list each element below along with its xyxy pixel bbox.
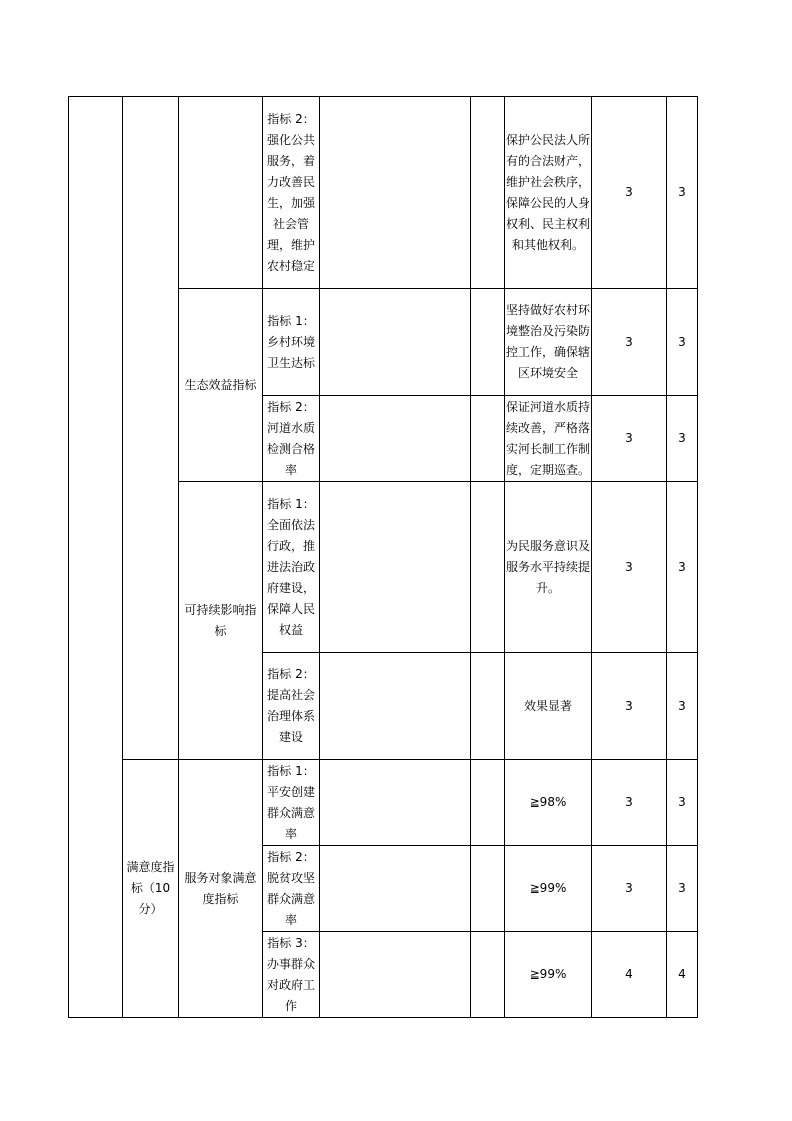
- standard-cell: 坚持做好农村环境整治及污染防控工作，确保辖区环境安全: [505, 289, 592, 396]
- value-cell: [320, 289, 471, 396]
- category-service-satisfaction: 服务对象满意度指标: [179, 760, 263, 1018]
- standard-cell: 效果显著: [505, 653, 592, 760]
- blank-cell: [471, 760, 505, 846]
- indicator-cell: 指标 1：平安创建群众满意率: [263, 760, 320, 846]
- result-cell: 3: [667, 289, 698, 396]
- blank-cell: [471, 396, 505, 482]
- indicator-cell: 指标 2：脱贫攻坚群众满意率: [263, 846, 320, 932]
- score-cell: 3: [592, 396, 667, 482]
- level1b-cell-empty: [123, 97, 179, 760]
- indicator-cell: 指标 1：乡村环境卫生达标: [263, 289, 320, 396]
- score-cell: 3: [592, 846, 667, 932]
- performance-table: [68, 96, 698, 1018]
- score-cell: 4: [592, 932, 667, 1018]
- category-cell-empty: [179, 97, 263, 289]
- result-cell: 3: [667, 97, 698, 289]
- blank-cell: [471, 97, 505, 289]
- indicator-cell: 指标 2：提高社会治理体系建设: [263, 653, 320, 760]
- result-cell: 3: [667, 396, 698, 482]
- level1-cell-empty: [69, 97, 123, 1018]
- result-cell: 3: [667, 482, 698, 653]
- table-row: [69, 97, 698, 289]
- table-row: [69, 760, 698, 846]
- result-cell: 4: [667, 932, 698, 1018]
- score-cell: 3: [592, 482, 667, 653]
- standard-cell: 为民服务意识及服务水平持续提升。: [505, 482, 592, 653]
- category-satisfaction: 满意度指标（10分）: [123, 760, 179, 1018]
- standard-cell: ≧98%: [505, 760, 592, 846]
- standard-cell: ≧99%: [505, 932, 592, 1018]
- value-cell: [320, 760, 471, 846]
- blank-cell: [471, 846, 505, 932]
- value-cell: [320, 846, 471, 932]
- standard-cell: 保护公民法人所有的合法财产，维护社会秩序，保障公民的人身权利、民主权利和其他权利。: [505, 97, 592, 289]
- result-cell: 3: [667, 846, 698, 932]
- score-cell: 3: [592, 97, 667, 289]
- blank-cell: [471, 653, 505, 760]
- score-cell: 3: [592, 653, 667, 760]
- value-cell: [320, 482, 471, 653]
- category-ecological: 生态效益指标: [179, 289, 263, 482]
- indicator-cell: 指标 3：办事群众对政府工作: [263, 932, 320, 1018]
- blank-cell: [471, 289, 505, 396]
- indicator-cell: 指标 2：河道水质检测合格率: [263, 396, 320, 482]
- score-cell: 3: [592, 289, 667, 396]
- blank-cell: [471, 482, 505, 653]
- indicator-cell: 指标 2：强化公共服务，着力改善民生，加强社会管理，维护农村稳定: [263, 97, 320, 289]
- blank-cell: [471, 932, 505, 1018]
- standard-cell: 保证河道水质持续改善，严格落实河长制工作制度，定期巡查。: [505, 396, 592, 482]
- indicator-cell: 指标 1：全面依法行政，推进法治政府建设，保障人民权益: [263, 482, 320, 653]
- value-cell: [320, 396, 471, 482]
- standard-cell: ≧99%: [505, 846, 592, 932]
- score-cell: 3: [592, 760, 667, 846]
- value-cell: [320, 97, 471, 289]
- category-sustainable: 可持续影响指标: [179, 482, 263, 760]
- value-cell: [320, 932, 471, 1018]
- result-cell: 3: [667, 653, 698, 760]
- value-cell: [320, 653, 471, 760]
- result-cell: 3: [667, 760, 698, 846]
